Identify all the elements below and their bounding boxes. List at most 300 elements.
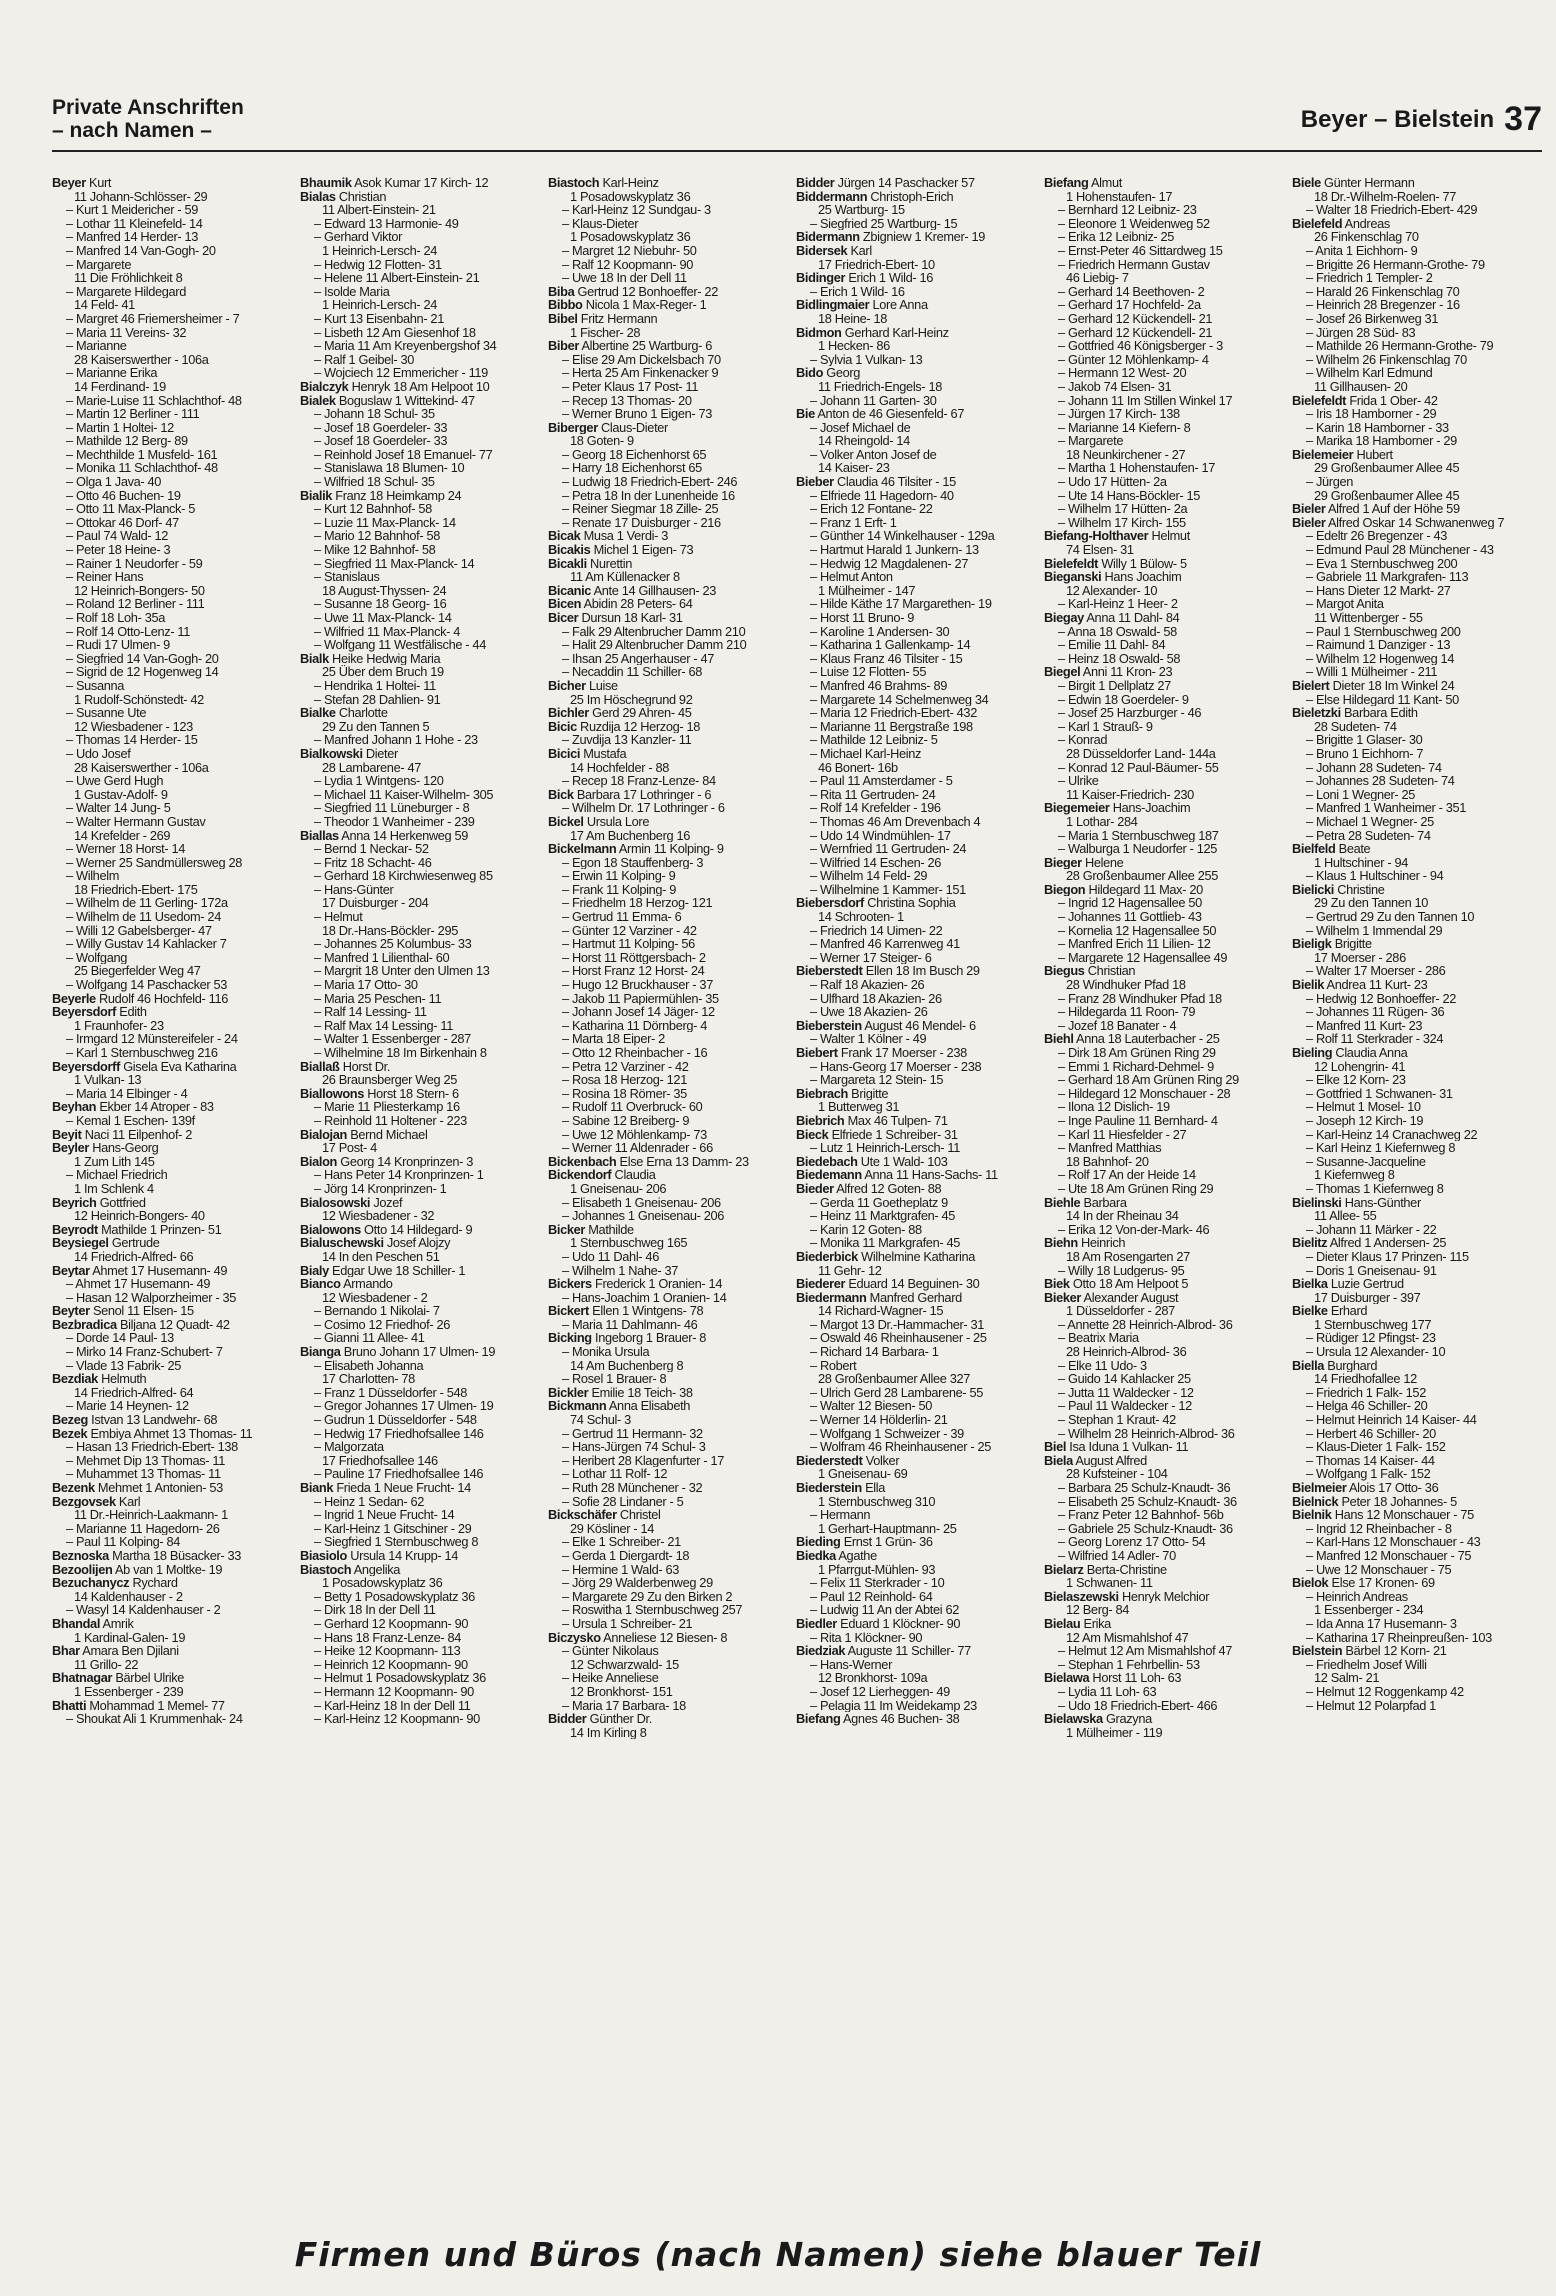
- sub-entry: – Franz Peter 12 Bahnhof- 56b: [1058, 1508, 1224, 1522]
- sub-entry: – Ralf 18 Akazien- 26: [810, 978, 925, 992]
- address-line: 18 Heine- 18: [818, 311, 888, 326]
- sub-entry: – Richard 14 Barbara- 1: [810, 1345, 939, 1359]
- address-line: 14 Friedhofallee 12: [1314, 1372, 1417, 1386]
- surname: Bialojan: [300, 1127, 347, 1142]
- entry-details: Barbara Edith: [1340, 706, 1418, 720]
- entry-details: Michel 1 Eigen- 73: [590, 543, 694, 557]
- sub-entry: – Bernd 1 Neckar- 52: [314, 842, 429, 856]
- address-line: 17 Duisburger - 204: [322, 896, 429, 911]
- surname-entry: [796, 298, 1034, 312]
- surname: Biasiolo: [300, 1548, 347, 1563]
- address-line: 17 Moerser - 286: [1314, 950, 1406, 965]
- surname: Biallaß: [300, 1059, 340, 1074]
- surname-entry: [300, 380, 538, 394]
- surname: Bielinski: [1292, 1195, 1342, 1210]
- sub-entry: – Susanne Ute: [66, 706, 147, 720]
- surname: Bialy: [300, 1263, 329, 1278]
- surname: Bick: [548, 787, 574, 802]
- sub-entry: – Ralf Max 14 Lessing- 11: [314, 1018, 453, 1033]
- surname-entry: [300, 1481, 538, 1495]
- sub-entry: – Uwe 12 Monschauer - 75: [1306, 1562, 1452, 1577]
- surname-entry: [796, 896, 1034, 910]
- sub-entry: – Hans-Georg 17 Moerser - 238: [810, 1059, 982, 1074]
- address-line: 12 Alexander- 10: [1066, 583, 1158, 598]
- sub-entry: – Wilfried 11 Max-Planck- 4: [314, 624, 461, 639]
- surname-entry: [300, 747, 538, 761]
- surname-entry: [548, 1508, 786, 1522]
- surname: Bezdiak: [52, 1372, 98, 1386]
- sub-entry: – Ute 14 Hans-Böckler- 15: [1058, 488, 1201, 503]
- entry-details: Anna Elisabeth: [606, 1399, 691, 1414]
- surname: Bieger: [1044, 855, 1082, 870]
- address-line: 74 Elsen- 31: [1066, 543, 1134, 557]
- sub-entry: – Marianne 11 Hagedorn- 26: [66, 1521, 220, 1536]
- entry-details: Mathilde: [585, 1222, 634, 1237]
- surname: Biczysko: [548, 1630, 601, 1645]
- sub-entry: – Joseph 12 Kirch- 19: [1306, 1113, 1424, 1128]
- entry-details: Ante 14 Gillhausen- 23: [591, 583, 717, 598]
- address-line: 74 Schul- 3: [570, 1413, 631, 1427]
- entry-details: Amrik: [100, 1616, 134, 1631]
- sub-entry: – Willi 12 Gabelsberger- 47: [66, 923, 212, 938]
- sub-entry: – Konrad: [1058, 733, 1108, 747]
- surname-entry: [548, 1631, 786, 1645]
- sub-entry: – Erwin 11 Kolping- 9: [562, 869, 676, 883]
- sub-entry: – Heinz 18 Oswald- 58: [1058, 651, 1181, 666]
- address-line: 1 Sternbuschweg 310: [818, 1494, 936, 1509]
- surname: Bicking: [548, 1331, 592, 1346]
- sub-entry: – Marta 18 Eiper- 2: [562, 1032, 665, 1046]
- entry-details: Rudolf 46 Hochfeld- 116: [95, 991, 229, 1006]
- sub-entry: – Wilhelm Karl Edmund: [1306, 366, 1433, 380]
- sub-entry: – Bernhard 12 Leibniz- 23: [1058, 203, 1197, 217]
- address-line: 1 Mülheimer - 147: [818, 583, 916, 598]
- address-line: 28 Großenbaumer Allee 327: [818, 1372, 971, 1386]
- sub-entry: – Gudrun 1 Düsseldorfer - 548: [314, 1413, 477, 1427]
- sub-entry: – Malgorzata: [314, 1440, 384, 1454]
- surname-entry: [1044, 176, 1282, 190]
- entry-details: Frieda 1 Neue Frucht- 14: [333, 1481, 471, 1495]
- sub-entry: – Hilde Käthe 17 Margarethen- 19: [810, 597, 992, 611]
- surname-entry: [300, 1264, 538, 1278]
- sub-entry: – Karl-Heinz 1 Gitschiner - 29: [314, 1521, 472, 1536]
- address-line: 14 Ferdinand- 19: [74, 379, 166, 394]
- surname: Bialczyk: [300, 379, 349, 394]
- address-line: 18 Bahnhof- 20: [1066, 1154, 1149, 1169]
- sub-entry: – Emmi 1 Richard-Dehmel- 9: [1058, 1059, 1214, 1074]
- address-line: 14 Friedrich-Alfred- 66: [74, 1249, 194, 1264]
- address-line: 29 Großenbaumer Allee 45: [1314, 461, 1460, 476]
- sub-entry: – Reinhold 11 Holtener - 223: [314, 1113, 467, 1128]
- address-line: 1 Essenberger - 239: [74, 1684, 184, 1699]
- sub-entry: – Paul 12 Reinhold- 64: [810, 1589, 933, 1604]
- entry-details: Hans Joachim: [1101, 570, 1182, 584]
- surname: Beytar: [52, 1263, 90, 1278]
- address-line: 29 Zu den Tannen 5: [322, 719, 430, 734]
- sub-entry: – Wasyl 14 Kaldenhauser - 2: [66, 1603, 221, 1617]
- surname: Bickelmann: [548, 842, 617, 856]
- sub-entry: – Hedwig 17 Friedhofsallee 146: [314, 1426, 484, 1441]
- surname: Bielawa: [1044, 1671, 1090, 1685]
- address-line: 1 Düsseldorfer - 287: [1066, 1304, 1175, 1318]
- address-line: 14 Kaldenhauser - 2: [74, 1589, 183, 1604]
- address-line: 25 Wartburg- 15: [818, 203, 905, 217]
- sub-entry: – Hasan 12 Walporzheimer - 35: [66, 1290, 237, 1305]
- sub-entry: – Mario 12 Bahnhof- 58: [314, 529, 441, 544]
- address-line: 1 Butterweg 31: [818, 1100, 900, 1114]
- address-line: 11 Gillhausen- 20: [1314, 379, 1408, 394]
- address-line: 1 Schwanen- 11: [1066, 1576, 1153, 1590]
- surname-entry: [1044, 1454, 1282, 1468]
- sub-entry: – Wolfgang 14 Paschacker 53: [66, 978, 228, 992]
- surname: Bialek: [300, 393, 336, 408]
- sub-entry: – Friedrich 14 Uimen- 22: [810, 923, 943, 938]
- sub-entry: – Manfred Johann 1 Hohe - 23: [314, 733, 478, 747]
- surname-entry: [300, 829, 538, 843]
- sub-entry: – Rolf 14 Otto-Lenz- 11: [66, 624, 191, 639]
- sub-entry: – Karl 1 Strauß- 9: [1058, 719, 1153, 734]
- sub-entry: – Rolf 14 Krefelder - 196: [810, 801, 941, 815]
- address-line: 12 Heinrich-Bongers- 50: [74, 583, 205, 598]
- address-line: 1 Fraunhofer- 23: [74, 1018, 164, 1033]
- entry-details: Dieter: [362, 746, 398, 761]
- surname: Biedka: [796, 1548, 836, 1563]
- address-line: 18 Neunkirchener - 27: [1066, 447, 1186, 462]
- address-line: 14 Hochfelder - 88: [570, 760, 669, 775]
- address-line: 18 Am Rosengarten 27: [1066, 1249, 1190, 1264]
- sub-entry: – Helmut: [314, 910, 363, 924]
- entry-details: Otto 14 Hildegard- 9: [360, 1222, 473, 1237]
- sub-entry: – Hans Dieter 12 Markt- 27: [1306, 583, 1451, 598]
- sub-entry: – Falk 29 Altenbrucher Damm 210: [562, 624, 746, 639]
- surname: Beyler: [52, 1141, 90, 1155]
- entry-details: Erika: [1080, 1616, 1111, 1631]
- surname: Bickert: [548, 1304, 589, 1318]
- sub-entry: – Gabriele 25 Schulz-Knaudt- 36: [1058, 1521, 1233, 1536]
- sub-entry: – Hendrika 1 Holtei- 11: [314, 678, 436, 693]
- surname: Bidder: [548, 1712, 587, 1726]
- surname-entry: [548, 611, 786, 625]
- sub-entry: – Rosel 1 Brauer- 8: [562, 1372, 667, 1386]
- address-line: 11 Friedrich-Engels- 18: [818, 379, 943, 394]
- page-number: 37: [1504, 100, 1542, 138]
- sub-entry: – Hermann 12 West- 20: [1058, 366, 1187, 380]
- surname: Biederstedt: [796, 1453, 863, 1468]
- surname-entry: [1292, 516, 1530, 530]
- sub-entry: – Wilfried 14 Adler- 70: [1058, 1548, 1176, 1563]
- surname-entry: [548, 543, 786, 557]
- entry-details: Karl: [115, 1494, 141, 1509]
- surname: Biddermann: [796, 189, 868, 204]
- sub-entry: – Uwe 18 In der Dell 11: [562, 271, 687, 285]
- sub-entry: – Mechthilde 1 Musfeld- 161: [66, 447, 218, 462]
- surname: Bezgovsek: [52, 1494, 116, 1509]
- entry-details: Armin 11 Kolping- 9: [616, 842, 724, 856]
- entry-details: Max 46 Tulpen- 71: [844, 1113, 948, 1128]
- surname-entry: [796, 1114, 1034, 1128]
- sub-entry: – Mirko 14 Franz-Schubert- 7: [66, 1345, 223, 1359]
- sub-entry: – Uwe 12 Möhlenkamp- 73: [562, 1127, 707, 1142]
- sub-entry: – Elfriede 11 Hagedorn- 40: [810, 488, 954, 503]
- address-line: 11 Wittenberger - 55: [1314, 611, 1423, 625]
- surname-entry: [300, 1060, 538, 1074]
- entry-details: Horst 18 Stern- 6: [364, 1086, 459, 1101]
- sub-entry: – Harald 26 Finkenschlag 70: [1306, 284, 1460, 299]
- surname: Biedemann: [796, 1168, 862, 1182]
- sub-entry: – Walter 12 Biesen- 50: [810, 1399, 932, 1414]
- entry-details: Günter Hermann: [1320, 176, 1415, 190]
- sub-entry: – Jürgen 28 Süd- 83: [1306, 325, 1416, 340]
- surname: Bicher: [548, 678, 586, 693]
- sub-entry: – Klaus 1 Hultschiner - 94: [1306, 869, 1444, 883]
- surname: Bicici: [548, 746, 581, 761]
- surname: Bidersek: [796, 243, 848, 258]
- entry-details: Helmut: [1148, 529, 1190, 544]
- sub-entry: – Uwe 11 Max-Planck- 14: [314, 611, 452, 625]
- sub-entry: – Walter 17 Moerser - 286: [1306, 964, 1446, 979]
- surname-entry: [1044, 1712, 1282, 1726]
- section-heading: [52, 96, 244, 142]
- surname: Bielaszewski: [1044, 1589, 1119, 1604]
- surname-entry: [1044, 964, 1282, 978]
- column-2: [300, 176, 538, 2186]
- surname: Biegel: [1044, 665, 1081, 679]
- entry-details: Ahmet 17 Husemann- 49: [89, 1263, 228, 1278]
- sub-entry: – Elke 12 Korn- 23: [1306, 1073, 1406, 1087]
- address-line: 11 Gehr- 12: [818, 1263, 882, 1278]
- surname: Beyer: [52, 176, 86, 190]
- sub-entry: – Willy 18 Ludgerus- 95: [1058, 1263, 1185, 1278]
- sub-entry: – Paul 74 Wald- 12: [66, 529, 169, 544]
- entry-details: Emilie 18 Teich- 38: [588, 1385, 693, 1400]
- sub-entry: – Mike 12 Bahnhof- 58: [314, 543, 436, 557]
- address-line: 1 Essenberger - 234: [1314, 1603, 1424, 1617]
- surname: Bielik: [1292, 978, 1325, 992]
- sub-entry: – Pelagia 11 Im Weidekamp 23: [810, 1698, 977, 1713]
- surname: Bielka: [1292, 1277, 1328, 1291]
- sub-entry: – Manfred 11 Kurt- 23: [1306, 1018, 1423, 1033]
- surname-entry: [796, 326, 1034, 340]
- surname-entry: [1044, 611, 1282, 625]
- sub-entry: – Vlade 13 Fabrik- 25: [66, 1358, 182, 1373]
- sub-entry: – Manfred Matthias: [1058, 1141, 1162, 1155]
- sub-entry: – Manfred 46 Brahms- 89: [810, 678, 948, 693]
- sub-entry: – Barbara 25 Schulz-Knaudt- 36: [1058, 1481, 1231, 1495]
- surname: Bielefeldt: [1292, 393, 1347, 408]
- surname-entry: [548, 1331, 786, 1345]
- sub-entry: – Horst Franz 12 Horst- 24: [562, 964, 705, 979]
- sub-entry: – Pauline 17 Friedhofsallee 146: [314, 1467, 484, 1481]
- entry-details: Horst 11 Loh- 63: [1089, 1671, 1182, 1685]
- sub-entry: – Raimund 1 Danziger - 13: [1306, 638, 1451, 652]
- sub-entry: – Rita 11 Gertruden- 24: [810, 787, 936, 802]
- sub-entry: – Johann 11 Garten- 30: [810, 393, 937, 408]
- surname-entry: [1292, 1644, 1530, 1658]
- surname: Bianga: [300, 1345, 341, 1359]
- surname-entry: [1292, 394, 1530, 408]
- surname: Bickler: [548, 1385, 589, 1400]
- surname: Bhatnagar: [52, 1671, 113, 1685]
- entry-details: Angelika: [351, 1562, 401, 1577]
- sub-entry: – Johannes 25 Kolumbus- 33: [314, 937, 472, 951]
- sub-entry: – Gertrud 11 Emma- 6: [562, 910, 682, 924]
- sub-entry: – Katharina 17 Rheinpreußen- 103: [1306, 1630, 1492, 1645]
- sub-entry: – Elisabeth 1 Gneisenau- 206: [562, 1195, 721, 1210]
- sub-entry: – Helmut 12 Polarpfad 1: [1306, 1698, 1436, 1713]
- surname: Bicak: [548, 529, 581, 544]
- surname-entry: [1292, 502, 1530, 516]
- surname-entry: [1044, 1236, 1282, 1250]
- address-line: 25 Über dem Bruch 19: [322, 665, 444, 679]
- surname: Bieletzki: [1292, 706, 1341, 720]
- sub-entry: – Johannes 1 Gneisenau- 206: [562, 1209, 725, 1223]
- sub-entry: – Martin 1 Holtei- 12: [66, 420, 174, 435]
- entry-details: August 46 Mendel- 6: [861, 1018, 976, 1033]
- entry-details: Andreas: [1342, 216, 1390, 231]
- address-line: 12 Am Mismahlshof 47: [1066, 1630, 1189, 1645]
- entry-details: Christel: [616, 1508, 661, 1522]
- entry-details: Andrea 11 Kurt- 23: [1324, 978, 1428, 992]
- surname-entry: [796, 1087, 1034, 1101]
- sub-entry: – Thomas 1 Kiefernweg 8: [1306, 1181, 1444, 1196]
- entry-details: Eduard 14 Beguinen- 30: [845, 1277, 980, 1291]
- sub-entry: – Michael 11 Kaiser-Wilhelm- 305: [314, 787, 494, 802]
- surname: Biebrich: [796, 1113, 845, 1128]
- surname: Bialosowski: [300, 1195, 371, 1210]
- surname-entry: [1044, 1196, 1282, 1210]
- address-line: 12 Wiesbadener - 123: [74, 719, 193, 734]
- surname-entry: [796, 1182, 1034, 1196]
- section-heading-line2: – nach Namen –: [52, 119, 212, 142]
- entry-details: Erich 1 Wild- 16: [845, 271, 934, 285]
- sub-entry: – Brigitte 1 Glaser- 30: [1306, 733, 1423, 747]
- surname: Biel: [1044, 1440, 1067, 1454]
- address-line: 14 Kaiser- 23: [818, 461, 890, 476]
- sub-entry: – Gerhard 18 Am Grünen Ring 29: [1058, 1073, 1239, 1087]
- sub-entry: – Karin 12 Goten- 88: [810, 1222, 922, 1237]
- entry-details: Rychard: [129, 1576, 178, 1590]
- sub-entry: – Eleonore 1 Weidenweg 52: [1058, 216, 1210, 231]
- entry-details: Anna 14 Herkenweg 59: [338, 828, 469, 843]
- column-4: [796, 176, 1034, 2186]
- surname-entry: [52, 1128, 290, 1142]
- entry-details: Amara Ben Djilani: [79, 1644, 179, 1658]
- sub-entry: – Klaus-Dieter: [562, 216, 639, 231]
- sub-entry: – Werner Bruno 1 Eigen- 73: [562, 407, 713, 421]
- sub-entry: – Helmut Anton: [810, 570, 893, 584]
- surname-entry: [300, 190, 538, 204]
- sub-entry: – Elise 29 Am Dickelsbach 70: [562, 352, 721, 367]
- surname-entry: [796, 1168, 1034, 1182]
- entry-details: Gerhard Karl-Heinz: [841, 325, 949, 340]
- column-3: [548, 176, 786, 2186]
- sub-entry: – Kurt 13 Eisenbahn- 21: [314, 311, 444, 326]
- sub-entry: – Hildegard 12 Monschauer - 28: [1058, 1086, 1231, 1101]
- sub-entry: – Elke 11 Udo- 3: [1058, 1358, 1147, 1373]
- address-line: 1 Pfarrgut-Mühlen- 93: [818, 1562, 936, 1577]
- sub-entry: – Hans-Günter: [314, 882, 394, 897]
- surname-entry: [548, 529, 786, 543]
- sub-entry: – Halit 29 Altenbrucher Damm 210: [562, 638, 747, 652]
- surname: Bicic: [548, 719, 577, 734]
- address-line: 1 Sternbuschweg 177: [1314, 1317, 1432, 1332]
- entry-details: Mehmet 1 Antonien- 53: [94, 1481, 223, 1495]
- surname: Bialas: [300, 189, 336, 204]
- entry-details: Ute 1 Wald- 103: [857, 1154, 948, 1169]
- surname: Bibbo: [548, 298, 583, 312]
- sub-entry: – Doris 1 Gneisenau- 91: [1306, 1263, 1437, 1278]
- sub-entry: – Herta 25 Am Finkenacker 9: [562, 366, 719, 380]
- surname-entry: [1292, 1481, 1530, 1495]
- sub-entry: – Gabriele 11 Markgrafen- 113: [1306, 570, 1469, 584]
- entry-details: Gertrud 12 Bonhoeffer- 22: [574, 284, 718, 299]
- address-line: 1 Zum Lith 145: [74, 1154, 155, 1169]
- surname: Bielnick: [1292, 1494, 1339, 1509]
- surname: Bickschäfer: [548, 1508, 617, 1522]
- surname-entry: [52, 1196, 290, 1210]
- surname-entry: [1044, 665, 1282, 679]
- sub-entry: – Ihsan 25 Angerhauser - 47: [562, 651, 715, 666]
- surname-entry: [300, 652, 538, 666]
- surname-entry: [796, 244, 1034, 258]
- address-line: 11 Kaiser-Friedrich- 230: [1066, 787, 1194, 802]
- sub-entry: – Johannes 11 Gottlieb- 43: [1058, 910, 1202, 924]
- surname-entry: [52, 1495, 290, 1509]
- address-line: 28 Großenbaumer Allee 255: [1066, 869, 1219, 883]
- surname: Bieberstedt: [796, 964, 863, 979]
- sub-entry: – Jakob 11 Papiermühlen- 35: [562, 991, 719, 1006]
- page-header-right: [1301, 100, 1542, 139]
- entry-details: Brigitte: [847, 1086, 889, 1101]
- surname-entry: [52, 1576, 290, 1590]
- entry-details: Else Erna 13 Damm- 23: [616, 1154, 749, 1169]
- entry-details: Ella: [861, 1481, 886, 1495]
- sub-entry: – Gottfried 46 Königsberger - 3: [1058, 339, 1223, 353]
- sub-entry: – Hermann 12 Koopmann- 90: [314, 1684, 474, 1699]
- entry-details: Edgar Uwe 18 Schiller- 1: [328, 1263, 466, 1278]
- surname-entry: [796, 190, 1034, 204]
- sub-entry: – Martha 1 Hohenstaufen- 17: [1058, 461, 1216, 476]
- entry-details: Bärbel Ulrike: [112, 1671, 185, 1685]
- sub-entry: – Jürgen: [1306, 475, 1354, 489]
- sub-entry: – Ralf 1 Geibel- 30: [314, 352, 415, 367]
- entry-details: Anna 18 Lauterbacher - 25: [1073, 1032, 1220, 1046]
- address-line: 1 Heinrich-Lersch- 24: [322, 298, 437, 312]
- sub-entry: – Wilfried 14 Eschen- 26: [810, 855, 942, 870]
- sub-entry: – Helmut 1 Posadowskyplatz 36: [314, 1671, 486, 1685]
- entry-details: Else 17 Kronen- 69: [1328, 1576, 1435, 1590]
- entry-details: Musa 1 Verdi- 3: [580, 529, 668, 544]
- surname-entry: [548, 1304, 786, 1318]
- surname: Biegay: [1044, 611, 1084, 625]
- entry-details: Jürgen 14 Paschacker 57: [834, 176, 975, 190]
- sub-entry: – Ulfhard 18 Akazien- 26: [810, 991, 942, 1006]
- surname-entry: [300, 489, 538, 503]
- sub-entry: – Siegfried 25 Wartburg- 15: [810, 216, 958, 231]
- sub-entry: – Werner 11 Aldenrader - 66: [562, 1141, 713, 1155]
- sub-entry: – Uwe Gerd Hugh: [66, 774, 164, 788]
- surname: Bickendorf: [548, 1168, 612, 1182]
- sub-entry: – Hermine 1 Wald- 63: [562, 1562, 679, 1577]
- entry-details: Wilhelmine Katharina: [857, 1249, 976, 1264]
- surname-entry: [300, 394, 538, 408]
- sub-entry: – Johannes 11 Rügen- 36: [1306, 1005, 1445, 1019]
- entry-details: Josef Alojzy: [383, 1236, 451, 1250]
- entry-details: Anni 11 Kron- 23: [1080, 665, 1173, 679]
- surname: Biefang: [1044, 176, 1089, 190]
- sub-entry: – Roland 12 Berliner - 111: [66, 597, 205, 611]
- sub-entry: – Martin 12 Berliner - 111: [66, 407, 200, 421]
